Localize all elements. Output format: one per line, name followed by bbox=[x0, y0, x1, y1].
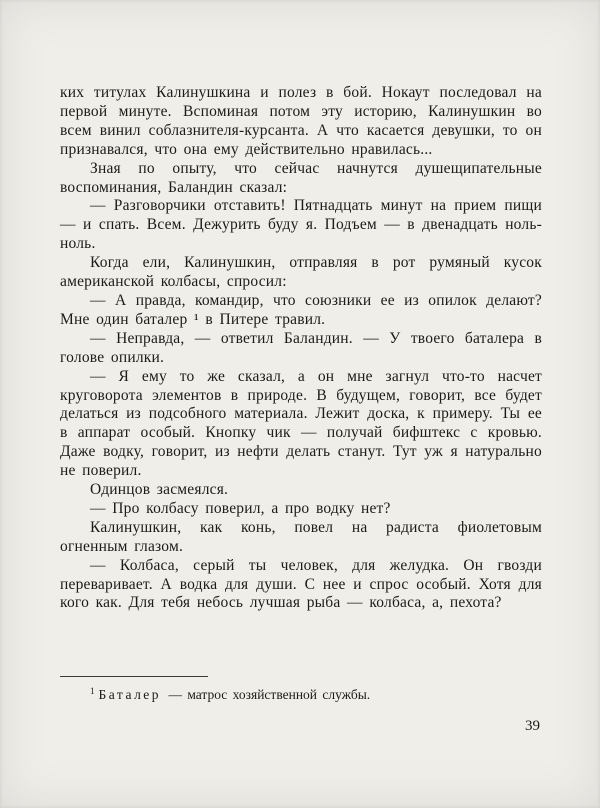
page-number: 39 bbox=[525, 718, 540, 734]
paragraph: Одинцов засмеялся. bbox=[90, 481, 229, 499]
footnote bbox=[60, 686, 542, 703]
page-text bbox=[60, 84, 542, 613]
footnote-text: — матрос хозяйственной службы. bbox=[168, 687, 371, 702]
footnote-area bbox=[60, 676, 542, 703]
paragraph: — А правда, командир, что союзники ее из опилок делают? Мне один баталер ¹ в Питере травил. bbox=[60, 291, 542, 328]
paragraph: — Про колбасу поверил, а про водку нет? bbox=[90, 499, 391, 517]
paragraph: — Неправда, — ответил Баландин. — У твоего баталера в голове опилки. bbox=[60, 329, 542, 366]
paragraph: — Я ему то же сказал, а он мне загнул что-то насчет круговорота элементов в природе. В будущем, говорит, все будет делаться из подсобного материала. Лежит доска, к примеру. Ты ее в аппарат особый. Кнопку чик — получай бифштекс с кровью. Даже водку, говорит, из нефти делать станут. Тут уж я натурально не поверил. bbox=[60, 367, 542, 480]
paragraph: Когда ели, Калинушкин, отправляя в рот румяный кусок американской колбасы, спросил: bbox=[60, 254, 542, 291]
paragraph: Зная по опыту, что сейчас начнутся душещипательные воспоминания, Баландин сказал: bbox=[60, 159, 542, 196]
footnote-term: Баталер bbox=[98, 687, 162, 702]
footnote-divider bbox=[60, 676, 208, 677]
footnote-marker: 1 bbox=[90, 685, 95, 696]
paragraph: — Колбаса, серый ты человек, для желудка. Он гвозди переваривает. А водка для души. С нее и спрос особый. Хотя для кого как. Для тебя небось лучшая рыба — колбаса, а, пехота? bbox=[60, 556, 542, 612]
paragraph: — Разговорчики отставить! Пятнадцать минут на прием пищи — и спать. Всем. Дежурить буду я. Подъем — в двенадцать ноль-ноль. bbox=[60, 197, 542, 253]
paragraph: ких титулах Калинушкина и полез в бой. Нокаут последовал на первой минуте. Вспоминая потом эту историю, Калинушкин во всем винил соблазнителя-курсанта. А что касается девушки, то он признавался, что она ему действительно нравилась... bbox=[60, 84, 542, 158]
paragraph: Калинушкин, как конь, повел на радиста фиолетовым огненным глазом. bbox=[60, 518, 542, 555]
